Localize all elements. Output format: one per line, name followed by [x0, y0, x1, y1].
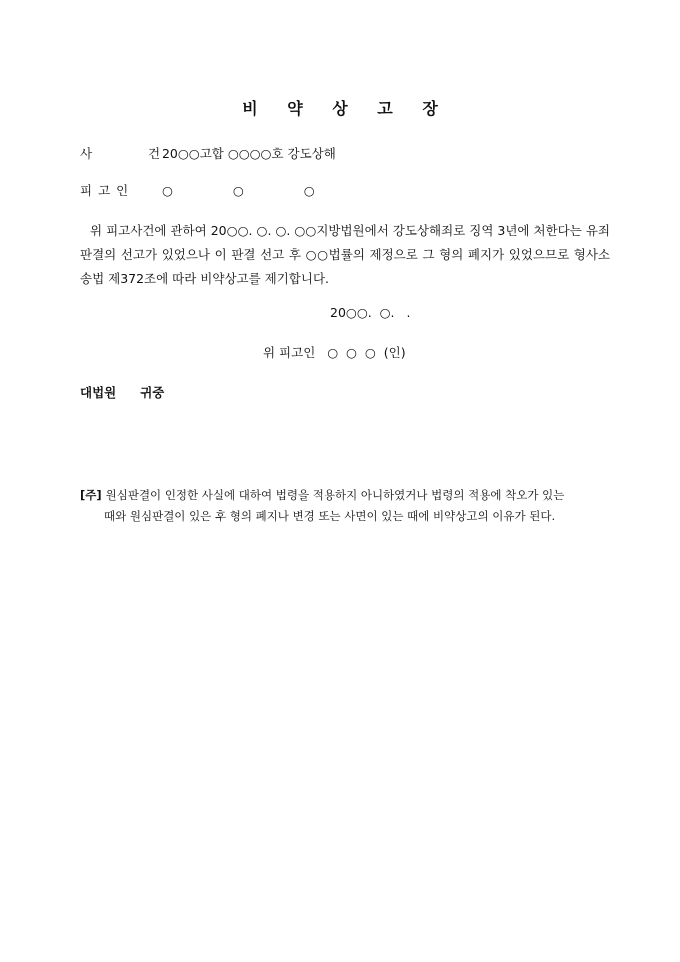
defendant-value: ○ ○ ○ [161, 183, 343, 198]
case-label: 사 건 [80, 146, 187, 161]
defendant-label: 피고인 [80, 183, 135, 198]
court-name: 대법원 [80, 385, 117, 400]
defendant-row [80, 181, 343, 199]
court-suffix: 귀중 [140, 385, 165, 400]
note-line-1: 원심판결이 인정한 사실에 대하여 법령을 적용하지 아니하였거나 법령의 적용에 착오가 있는 [105, 488, 565, 502]
appeal-body-text: 위 피고사건에 관하여 20○○. ○. ○. ○○지방법원에서 강도상해죄로 징역 3년에 처한다는 유죄판결의 선고가 있었으나 이 판결 선고 후 ○○법률의 제정으로 그 형의 폐지가 있었으므로 형사소송법 제372조에 따라 비약상고를 제기합니다. [80, 223, 610, 286]
footnote [80, 485, 610, 527]
signer-line: 위 피고인 ○ ○ ○ (인) [263, 345, 406, 360]
note-line-2: 때와 원심판결이 있은 후 형의 폐지나 변경 또는 사면이 있는 때에 비약상고의 이유가 된다. [104, 509, 556, 523]
case-value: 20○○고합 ○○○○호 강도상해 [161, 146, 336, 161]
note-tag: [주] [80, 488, 102, 502]
filing-date: 20○○. ○. . [330, 305, 411, 320]
case-row [80, 144, 336, 162]
court-addressee [80, 383, 188, 401]
document-title: 비 약 상 고 장 [242, 99, 450, 118]
